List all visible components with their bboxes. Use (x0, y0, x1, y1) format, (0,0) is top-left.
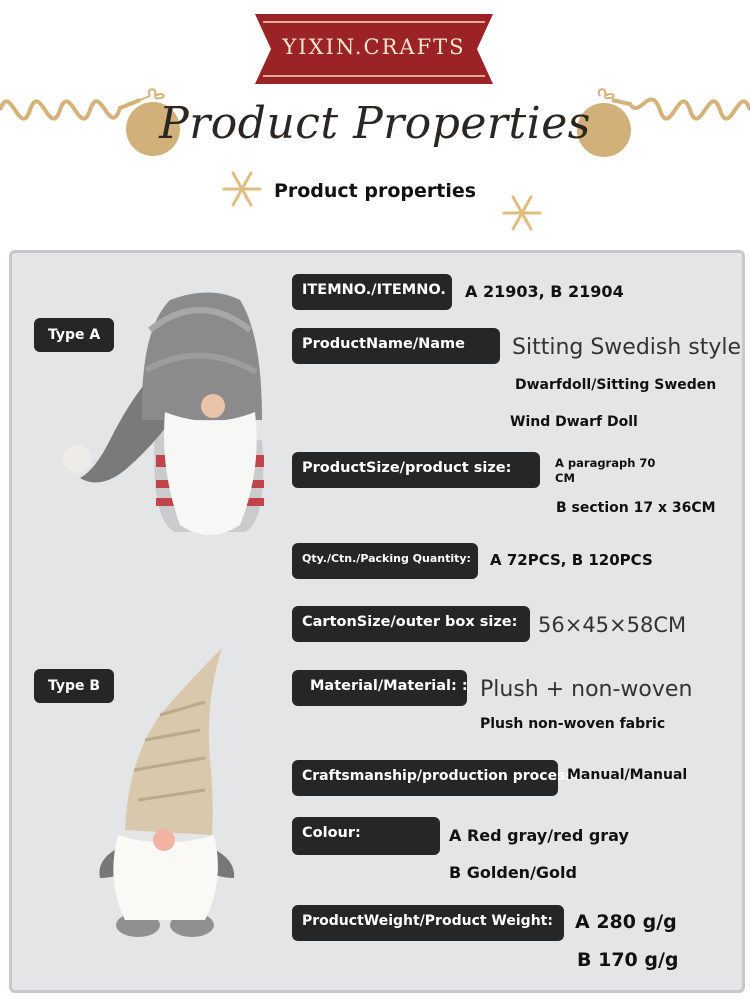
label-material (292, 670, 467, 706)
value-packing-quantity: A 72PCS, B 120PCS (490, 551, 653, 569)
value-product-size-1: A paragraph 70 (555, 456, 656, 470)
value-material-2: Plush non-woven fabric (480, 716, 666, 732)
label-material-colon: : (461, 678, 468, 694)
page-title: Product Properties (159, 98, 591, 149)
type-a-badge: Type A (34, 318, 114, 352)
type-b-badge: Type B (34, 669, 114, 703)
value-colour-2: B Golden/Gold (449, 863, 577, 882)
value-carton-size: 56×45×58CM (538, 613, 687, 637)
page-subtitle: Product properties (273, 180, 477, 202)
snowflake-icon (218, 168, 266, 210)
snowflake-icon (498, 192, 546, 234)
value-item-no: A 21903, B 21904 (465, 282, 624, 301)
label-material-text: Material/Material: (310, 678, 457, 694)
value-colour-1: A Red gray/red gray (449, 826, 629, 845)
value-product-name-2: Dwarfdoll/Sitting Sweden (515, 377, 717, 393)
gnome-b-image (95, 645, 245, 940)
value-product-name-3: Wind Dwarf Doll (510, 414, 638, 430)
label-colour: Colour: (292, 817, 440, 855)
label-packing-quantity: Qty./Ctn./Packing Quantity: (292, 543, 478, 579)
value-product-size-2: B section 17 x 36CM (556, 500, 716, 516)
brand-name: YIXIN.CRAFTS (282, 35, 466, 59)
value-product-weight-2: B 170 g/g (577, 949, 679, 971)
value-product-weight-1: A 280 g/g (575, 911, 677, 933)
label-product-size: ProductSize/product size: (292, 452, 540, 488)
label-carton-size: CartonSize/outer box size: (292, 606, 530, 642)
label-product-name: ProductName/Name (292, 328, 500, 364)
label-product-weight: ProductWeight/Product Weight: (292, 905, 564, 941)
value-material-1: Plush + non-woven (480, 677, 693, 702)
value-craftsmanship: Manual/Manual (567, 767, 688, 783)
label-item-no: ITEMNO./ITEMNO. (292, 274, 452, 310)
label-craftsmanship: Craftsmanship/production process: (292, 760, 558, 796)
gnome-a-image (55, 278, 275, 540)
value-product-size-1b: CM (555, 471, 575, 485)
value-product-name-1: Sitting Swedish style (512, 335, 742, 360)
